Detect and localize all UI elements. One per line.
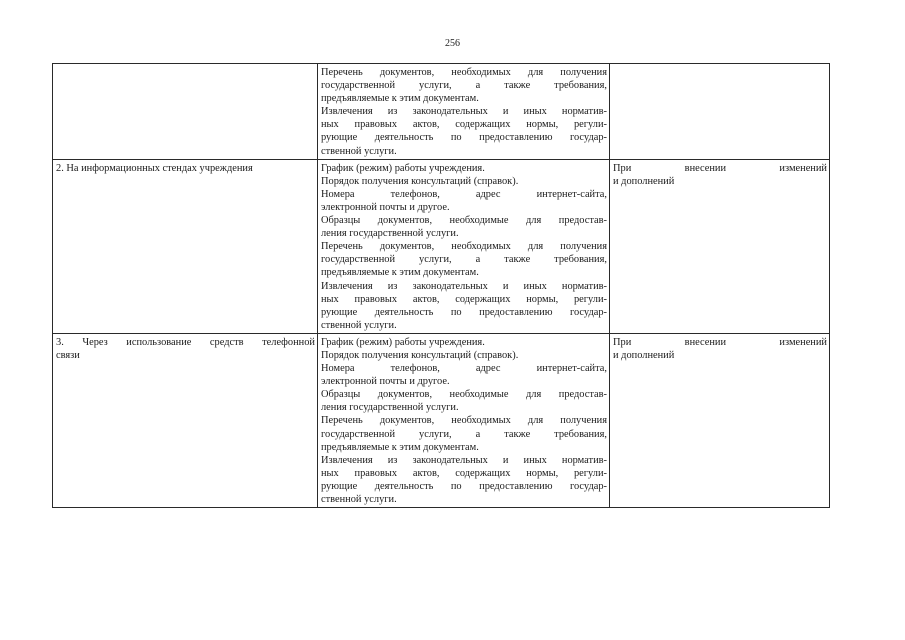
channel-line: связи: [56, 349, 80, 361]
document-table: [52, 63, 830, 508]
cell-info-content: [318, 333, 610, 507]
table-row: [53, 64, 830, 160]
cell-info-content: [318, 159, 610, 333]
content-line: Перечень документов, необходимых для получения: [321, 241, 607, 253]
content-line: График (режим) работы учреждения.: [321, 336, 485, 348]
content-line: Перечень документов, необходимых для получения: [321, 415, 607, 427]
page-number: 256: [445, 38, 460, 49]
content-line: Перечень документов, необходимых для получения: [321, 67, 607, 78]
cell-info-channel: [53, 333, 318, 507]
content-line: государственной услуги, а также требования,: [321, 428, 607, 440]
content-line: ных правовых актов, содержащих нормы, регули-: [321, 467, 607, 479]
content-line: Извлечения из законодательных и иных норматив-: [321, 454, 607, 466]
content-line: ления государственной услуги.: [321, 228, 459, 240]
cell-update-frequency: [610, 333, 830, 507]
content-line: государственной услуги, а также требования,: [321, 80, 607, 92]
content-line: государственной услуги, а также требования,: [321, 254, 607, 266]
content-line: Порядок получения консультаций (справок).: [321, 175, 519, 187]
content-line: Образцы документов, необходимые для предостав-: [321, 215, 607, 227]
content-line: электронной почты и другое.: [321, 201, 450, 213]
content-line: ных правовых актов, содержащих нормы, регули-: [321, 293, 607, 305]
content-line: электронной почты и другое.: [321, 376, 450, 388]
content-line: рующие деятельность по предоставлению государ-: [321, 306, 607, 318]
cell-info-channel: [53, 159, 318, 333]
cell-update-frequency: [610, 64, 830, 160]
cell-update-frequency: [610, 159, 830, 333]
content-line: ственной услуги.: [321, 494, 397, 505]
content-line: Порядок получения консультаций (справок).: [321, 349, 519, 361]
content-line: предъявляемые к этим документам.: [321, 93, 479, 105]
cell-info-channel: [53, 64, 318, 160]
frequency-line: При внесении изменений: [613, 336, 827, 348]
content-line: рующие деятельность по предоставлению государ-: [321, 480, 607, 492]
content-line: Номера телефонов, адрес интернет-сайта,: [321, 188, 607, 200]
content-line: График (режим) работы учреждения.: [321, 162, 485, 174]
content-line: рующие деятельность по предоставлению государ-: [321, 132, 607, 144]
table-row: [53, 159, 830, 333]
channel-line: 2. На информационных стендах учреждения: [56, 162, 253, 174]
frequency-line: При внесении изменений: [613, 162, 827, 174]
content-line: Образцы документов, необходимые для предостав-: [321, 389, 607, 401]
table-row: [53, 333, 830, 507]
cell-info-content: [318, 64, 610, 160]
content-line: предъявляемые к этим документам.: [321, 441, 479, 453]
frequency-line: и дополнений: [613, 175, 675, 187]
channel-line: 3. Через использование средств телефонной: [56, 336, 315, 348]
frequency-line: и дополнений: [613, 349, 675, 361]
content-line: ных правовых актов, содержащих нормы, регули-: [321, 119, 607, 131]
content-line: предъявляемые к этим документам.: [321, 267, 479, 279]
content-line: Номера телефонов, адрес интернет-сайта,: [321, 363, 607, 375]
content-line: ственной услуги.: [321, 319, 397, 331]
content-line: ственной услуги.: [321, 145, 397, 157]
content-line: ления государственной услуги.: [321, 402, 459, 414]
content-line: Извлечения из законодательных и иных норматив-: [321, 106, 607, 118]
content-line: Извлечения из законодательных и иных норматив-: [321, 280, 607, 292]
